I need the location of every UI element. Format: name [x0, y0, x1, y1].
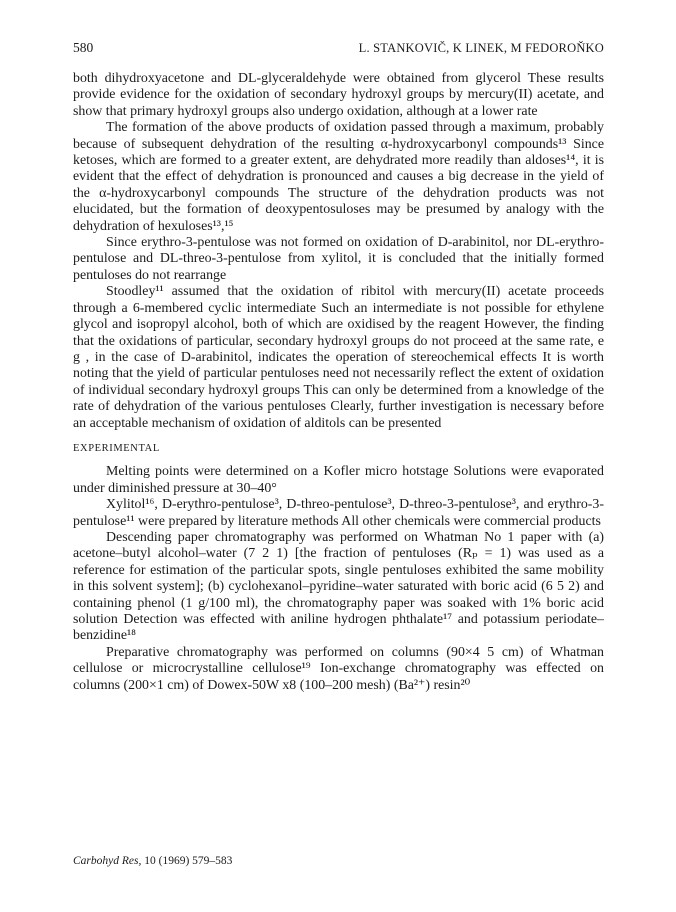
journal-name: Carbohyd Res [73, 855, 139, 867]
page-number: 580 [73, 40, 94, 55]
journal-footer: Carbohyd Res, 10 (1969) 579–583 [73, 855, 233, 867]
paragraph: Preparative chromatography was performed on columns (90×4 5 cm) of Whatman cellulose or microcrystalline cellulose¹⁹ Ion-exchange chromatography was effected on columns (200×1 cm) of Dowex-50W x8 (100–200 mesh) (Ba²⁺) resin²⁰ [73, 644, 604, 693]
paragraph: both dihydroxyacetone and DL-glyceraldehyde were obtained from glycerol These results provide evidence for the oxidation of secondary hydroxyl groups by mercury(II) acetate, and show that primary hydroxyl groups also undergo oxidation, although at a lower rate [73, 71, 604, 119]
paragraph: The formation of the above products of oxidation passed through a maximum, probably because of subsequent dehydration of the resulting α-hydroxycarbonyl compounds¹³ Since ketoses, which are formed to a greater extent, are dehydrated more readily than aldoses¹⁴, it is evident that the effect of dehydration is pronounced and causes a big decrease in the yield of the α-hydroxycarbonyl compounds The structure of the dehydration products was not elucidated, but the formation of deoxypentosuloses may be presumed by analogy with the dehydration of hexuloses¹³,¹⁵ [73, 120, 604, 234]
section-heading: EXPERIMENTAL [73, 442, 160, 454]
running-head-authors: L. STANKOVIČ, K LINEK, M FEDOROŇKO [358, 41, 604, 55]
body-text [73, 71, 604, 694]
running-header [73, 40, 604, 62]
paragraph: Stoodley¹¹ assumed that the oxidation of ribitol with mercury(II) acetate proceeds through a 6-membered cyclic intermediate Such an intermediate is not possible for ethylene glycol and isopropyl alcohol, both of which are oxidised by the reagent However, the finding that the oxidations of particular, secondary hydroxyl groups do not proceed at the same rate, e g , in the case of D-arabinitol, indicates the operation of stereochemical effects It is worth noting that the yield of particular pentuloses need not necessarily reflect the extent of oxidation of individual secondary hydroxyl groups This can only be determined from a knowledge of the rate of dehydration of the various pentuloses Clearly, further investigation is necessary before an acceptable mechanism of oxidation of alditols can be presented [73, 284, 604, 431]
paragraph: Descending paper chromatography was performed on Whatman No 1 paper with (a) acetone–butyl alcohol–water (7 2 1) [the fraction of pentuloses (Rₚ = 1) was used as a reference for estimation of the particular spots, single pentuloses exhibited the same mobility in this solvent system]; (b) cyclohexanol–pyridine–water saturated with boric acid (6 5 2) and containing phenol (1 g/100 ml), the chromatography paper was soaked with 1% boric acid solution Detection was effected with aniline hydrogen phthalate¹⁷ and potassium periodate–benzidine¹⁸ [73, 529, 604, 644]
paragraph: Since erythro-3-pentulose was not formed on oxidation of D-arabinitol, nor DL-erythro-pentulose and DL-threo-3-pentulose from xylitol, it is concluded that the initially formed pentuloses do not rearrange [73, 235, 604, 283]
journal-volume: 10 (1969) 579–583 [144, 855, 233, 867]
paragraph: Xylitol¹⁶, D-erythro-pentulose³, D-threo-pentulose³, D-threo-3-pentulose³, and erythro-3-pentulose¹¹ were prepared by literature methods All other chemicals were commercial products [73, 497, 604, 529]
paragraph: Melting points were determined on a Kofler micro hotstage Solutions were evaporated under diminished pressure at 30–40° [73, 464, 604, 496]
